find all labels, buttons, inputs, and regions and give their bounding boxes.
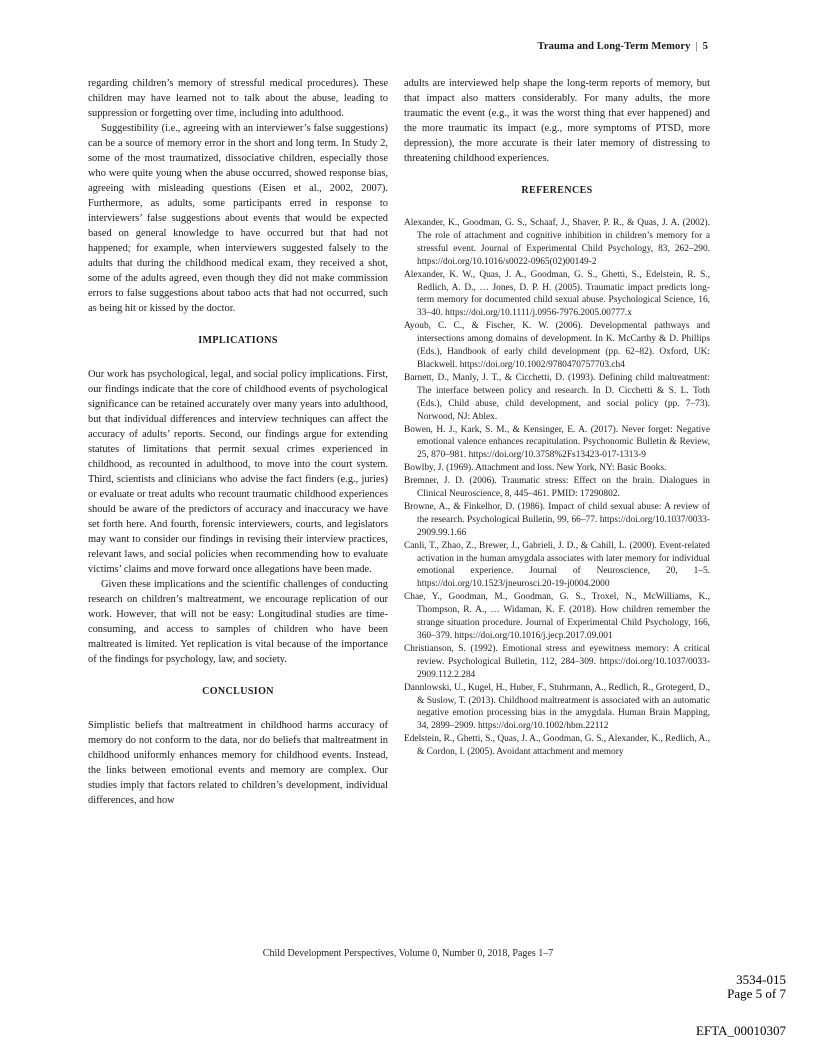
document-number: 3534-015 (736, 972, 786, 987)
reference-item: Bowlby, J. (1969). Attachment and loss. New York, NY: Basic Books. (404, 463, 667, 474)
page-of-count: Page 5 of 7 (727, 986, 786, 1001)
journal-footer: Child Development Perspectives, Volume 0, Number 0, 2018, Pages 1–7 (262, 948, 554, 959)
section-heading-references: REFERENCES (521, 185, 593, 196)
paragraph: Simplistic beliefs that maltreatment in childhood harms accuracy of memory do not conform to the data, nor do beliefs that maltreatment in childhood uniformly enhances memory for childhood events. Instead, the links between emotional events and memory are complex. Our studies imply that factors related to children’s development, individual differences, and how (88, 720, 388, 806)
paragraph: regarding children’s memory of stressful medical procedures). These children may have learned not to talk about the abuse, leading to suppression or forgetting over time, including into adulthood. (88, 78, 388, 119)
reference-item: Chae, Y., Goodman, M., Goodman, G. S., Troxel, N., McWilliams, K., Thompson, R. A., … Widaman, K. F. (2018). How children remember the strange situation procedure. Journal of Experimental Child Psychology, 166, 360–379. https://doi.org/10.1016/j.jecp.2017.09.001 (404, 592, 710, 641)
reference-item: Dannlowski, U., Kugel, H., Huber, F., Stuhrmann, A., Redlich, R., Grotegerd, D., & Suslow, T. (2013). Childhood maltreatment is associated with an automatic negative emotion processing bias in the amygdala. Human Brain Mapping, 34, 2899–2909. https://doi.org/10.1002/hbm.22112 (404, 682, 710, 732)
paragraph: Our work has psychological, legal, and social policy implications. First, our findings indicate that the core of childhood events of psychological significance can be retained accurately over many years into adulthood, but that individual differences and interview techniques can affect the accuracy of adults’ reports. Second, our findings argue for extending statutes of limitations that permit sexual crimes experienced in childhood, as recounted in adulthood, to move into the court system. Third, scientists and clinicians who advise the fact finders (e.g., juries) or evaluate or treat adults who recount traumatic childhood experiences should be aware of the predictors of accuracy and inaccuracy we have set forth here. And fourth, forensic interviewers, courts, and legislators may want to consider our findings in revising their interview practices, relevant laws, and social policies when recommending how to evaluate victims’ claims and move forward once allegations have been made. (88, 369, 388, 575)
bates-id: EFTA_00010307 (696, 1023, 786, 1038)
reference-item: Edelstein, R., Ghetti, S., Quas, J. A., Goodman, G. S., Alexander, K., Redlich, A., & Cordon, I. (2005). Avoidant attachment and memory (404, 734, 710, 758)
page-number: 5 (702, 41, 708, 52)
paragraph: adults are interviewed help shape the long-term reports of memory, but that impact also matters considerably. For many adults, the more traumatic the event (e.g., it was the worst thing that ever happened) and the more traumatic its impact (e.g., more symptoms of PTSD, more depression), the more accurate is their later memory of distressing to threatening childhood experiences. (404, 78, 710, 164)
section-heading-implications: IMPLICATIONS (198, 335, 278, 346)
reference-item: Christianson, S. (1992). Emotional stress and eyewitness memory: A critical review. Psychological Bulletin, 112, 284–309. https://doi.org/10.1037/0033-2909.112.2.284 (404, 643, 710, 680)
running-title: Trauma and Long-Term Memory (537, 41, 691, 52)
reference-item: Canli, T., Zhao, Z., Brewer, J., Gabrieli, J. D., & Cahill, L. (2000). Event-related activation in the human amygdala associates with later memory for individual emotional experience. Journal of Neuroscience, 20, 1–5. https://doi.org/10.1523/jneurosci.20-19-j0004.2000 (404, 540, 710, 590)
left-column (88, 76, 388, 808)
paragraph: Given these implications and the scientific challenges of conducting research on children’s maltreatment, we encourage replication of our work. However, that will not be easy: Longitudinal studies are time-consuming, and access to samples of children who have been maltreated is limited. Yet replication is vital because of the importance of the findings for psychology, law, and society. (88, 579, 388, 665)
section-heading-conclusion: CONCLUSION (202, 686, 274, 697)
reference-list (404, 217, 710, 759)
header-separator: | (695, 41, 698, 52)
page-stamp (727, 973, 786, 1001)
reference-item: Browne, A., & Finkelhor, D. (1986). Impact of child sexual abuse: A review of the research. Psychological Bulletin, 99, 66–77. https://doi.org/10.1037/0033-2909.99.1.66 (404, 501, 710, 538)
reference-item: Ayoub, C. C., & Fischer, K. W. (2006). Developmental pathways and intersections among domains of development. In K. McCarthy & D. Phillips (Eds.), Handbook of early child development (pp. 62–82). Oxford, UK: Blackwell. https://doi.org/10.1002/9780470757703.ch4 (404, 321, 710, 370)
reference-item: Alexander, K., Goodman, G. S., Schaaf, J., Shaver, P. R., & Quas, J. A. (2002). The role of attachment and cognitive inhibition in children’s memory for a stressful event. Journal of Experimental Child Psychology, 83, 262–290. https://doi.org/10.1016/s0022-0965(02)00149-2 (404, 218, 710, 267)
right-column (404, 76, 710, 759)
paragraph: Suggestibility (i.e., agreeing with an interviewer’s false suggestions) can be a source of memory error in the short and long term. In Study 2, some of the most traumatized, dissociative children, especially those who were quite young when the abuse occurred, showed response bias, agreeing with misleading questions (Eisen et al., 2002, 2007). Furthermore, as adults, some participants erred in response to interviewers’ false suggestions about events that would be expected based on general knowledge to have occurred but that had not happened; for example, when interviewers suggested falsely to the adults that during the childhood medical exam, they received a shot, some of the adults agreed, even though they did not make commission errors to false suggestions about taboo acts that had not occurred, such as being hit or kissed by the doctor. (88, 123, 388, 314)
reference-item: Bowen, H. J., Kark, S. M., & Kensinger, E. A. (2017). Never forget: Negative emotional valence enhances recapitulation. Psychonomic Bulletin & Review, 25, 870–981. https://doi.org/10.3758%2Fs13423-017-1313-9 (404, 424, 710, 461)
running-head (538, 41, 708, 52)
reference-item: Alexander, K. W., Quas, J. A., Goodman, G. S., Ghetti, S., Edelstein, R. S., Redlich, A. D., … Jones, D. P. H. (2005). Traumatic impact predicts long-term memory for documented child sexual abuse. Psychological Science, 16, 33–40. https://doi.org/10.1111/j.0956-7976.2005.00777.x (404, 269, 710, 319)
reference-item: Barnett, D., Manly, J. T., & Cicchetti, D. (1993). Defining child maltreatment: The interface between policy and research. In D. Cicchetti & S. L. Toth (Eds.), Child abuse, child development, and social policy (pp. 7–73). Norwood, NJ: Ablex. (404, 372, 710, 422)
reference-item: Bremner, J. D. (2006). Traumatic stress: Effect on the brain. Dialogues in Clinical Neuroscience, 8, 445–461. PMID: 17290802. (404, 476, 710, 500)
